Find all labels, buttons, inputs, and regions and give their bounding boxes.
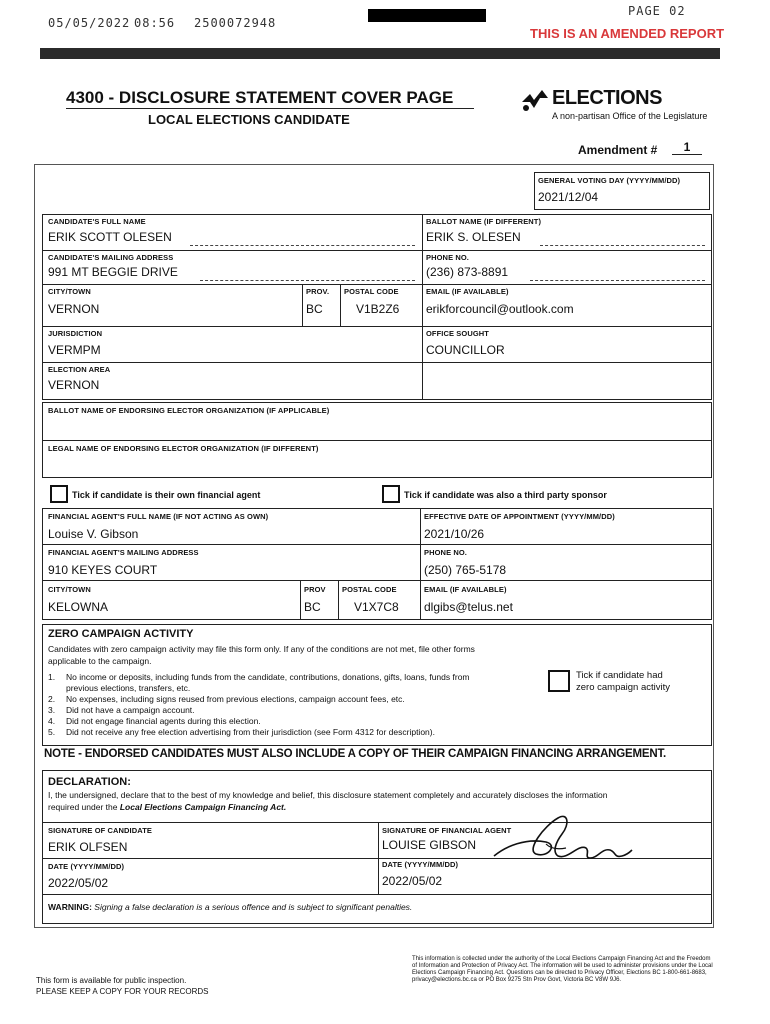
agent-name: Louise V. Gibson: [48, 527, 139, 541]
elections-logo-subtitle: A non-partisan Office of the Legislature: [552, 111, 708, 121]
footer-keep-copy: PLEASE KEEP A COPY FOR YOUR RECORDS: [36, 987, 209, 996]
zero-condition-item: [48, 727, 548, 738]
footer-privacy: [412, 956, 728, 984]
candidate-phone: (236) 873-8891: [426, 265, 509, 279]
declaration-title: DECLARATION:: [48, 776, 131, 788]
zero-condition-number: 2.: [48, 694, 56, 704]
fax-date: 05/05/2022: [48, 16, 131, 30]
dash-3: [200, 280, 415, 281]
candidate-phone-label: PHONE NO.: [426, 253, 469, 262]
agent-signature: LOUISE GIBSON: [382, 838, 477, 852]
zero-condition-text: No income or deposits, including funds from the candidate, contributions, donations, gifts, loans, funds from: [66, 672, 470, 682]
candidate-sign-date: 2022/05/02: [48, 876, 109, 890]
zero-condition-item: [48, 716, 548, 727]
candidate-postal: V1B2Z6: [356, 302, 400, 316]
agent-city: KELOWNA: [48, 600, 109, 614]
amendment-number: 1: [672, 140, 702, 155]
prov-divider: [302, 284, 303, 326]
zero-condition-text: Did not engage financial agents during this election.: [66, 716, 261, 726]
office-sought-label: OFFICE SOUGHT: [426, 329, 489, 338]
ballot-name: ERIK S. OLESEN: [426, 230, 521, 244]
row-line-2: [42, 284, 712, 285]
amended-notice: THIS IS AN AMENDED REPORT: [530, 26, 725, 41]
agent-prov-label: PROV: [304, 585, 326, 594]
sig-line-bottom: [42, 894, 712, 895]
voting-day-value: 2021/12/04: [538, 190, 599, 204]
election-area-label: ELECTION AREA: [48, 365, 111, 374]
fax-page: PAGE 02: [628, 4, 686, 18]
elections-logo-text: ELECTIONS: [552, 87, 662, 109]
agent-mailing-label: FINANCIAL AGENT'S MAILING ADDRESS: [48, 548, 199, 557]
declaration-act-name: Local Elections Campaign Financing Act.: [119, 802, 287, 812]
redaction-bar: [368, 9, 486, 22]
zero-intro-2: applicable to the campaign.: [48, 656, 152, 666]
agent-sign-date: 2022/05/02: [382, 874, 443, 888]
candidate-name-label: CANDIDATE'S FULL NAME: [48, 217, 146, 226]
candidate-email: erikforcouncil@outlook.com: [426, 302, 574, 316]
row-line-1: [42, 250, 712, 251]
endorsed-note: NOTE - ENDORSED CANDIDATES MUST ALSO INCLUDE A COPY OF THEIR CAMPAIGN FINANCING ARRANGEMENT.: [44, 748, 666, 760]
office-sought: COUNCILLOR: [426, 343, 505, 357]
agent-email-label: EMAIL (IF AVAILABLE): [424, 585, 507, 594]
zero-condition-text: No expenses, including signs reused from previous elections, campaign account fees, etc.: [66, 694, 405, 704]
agent-line-2: [42, 580, 712, 581]
declaration-text-2a: required under the: [48, 802, 120, 812]
footer-privacy-2: of Information and Protection of Privacy Act. The information will be used to administer provisions under the Local: [412, 963, 713, 969]
third-party-checkbox[interactable]: [382, 485, 400, 503]
candidate-name: ERIK SCOTT OLESEN: [48, 230, 172, 244]
candidate-city: VERNON: [48, 302, 100, 316]
zero-condition-item: [48, 694, 548, 705]
fax-band: [40, 48, 720, 59]
agent-email: dlgibs@telus.net: [424, 600, 513, 614]
zero-condition-text: previous elections, transfers, etc.: [66, 683, 191, 693]
election-area: VERNON: [48, 378, 100, 392]
candidate-divider: [422, 214, 423, 400]
candidate-email-label: EMAIL (IF AVAILABLE): [426, 287, 509, 296]
warning-label: WARNING:: [48, 902, 92, 912]
footer-privacy-1: This information is collected under the authority of the Local Elections Campaign Financing Act and the Freedom: [412, 956, 711, 962]
endorsing-legal-label: LEGAL NAME OF ENDORSING ELECTOR ORGANIZATION (IF DIFFERENT): [48, 444, 319, 453]
title-rule: [66, 108, 474, 109]
candidate-prov-label: PROV.: [306, 287, 330, 296]
agent-postal: V1X7C8: [354, 600, 399, 614]
fax-time: 08:56: [134, 16, 176, 30]
zero-tick-label-2: zero campaign activity: [576, 682, 670, 693]
row-line-4: [42, 362, 712, 363]
row-line-3: [42, 326, 712, 327]
elections-logo-icon: [520, 88, 550, 114]
candidate-signature: ERIK OLFSEN: [48, 840, 128, 854]
warning-line: [48, 902, 412, 912]
jurisdiction: VERMPM: [48, 343, 101, 357]
agent-phone-label: PHONE NO.: [424, 548, 467, 557]
candidate-city-label: CITY/TOWN: [48, 287, 91, 296]
form-title: 4300 - DISCLOSURE STATEMENT COVER PAGE: [66, 88, 454, 107]
zero-condition-number: 5.: [48, 727, 56, 737]
zero-condition-number: 3.: [48, 705, 56, 715]
zero-intro-1: Candidates with zero campaign activity may file this form only. If any of the conditions are not met, file other forms: [48, 644, 475, 654]
fax-number: 2500072948: [194, 16, 277, 30]
dash-1: [190, 245, 415, 246]
zero-condition-item: [48, 672, 548, 683]
footer-privacy-4: privacy@elections.bc.ca or PO Box 9275 Stn Prov Govt, Victoria BC V8W 9J6.: [412, 977, 622, 983]
agent-name-label: FINANCIAL AGENT'S FULL NAME (IF NOT ACTING AS OWN): [48, 512, 269, 521]
agent-date: 2021/10/26: [424, 527, 485, 541]
candidate-date-label: DATE (YYYY/MM/DD): [48, 862, 125, 871]
own-agent-checkbox[interactable]: [50, 485, 68, 503]
form-subtitle: LOCAL ELECTIONS CANDIDATE: [148, 112, 350, 127]
third-party-label: Tick if candidate was also a third party sponsor: [404, 490, 607, 500]
zero-condition-text: Did not receive any free election advertising from their jurisdiction (see Form 4312 for description).: [66, 727, 435, 737]
amendment-label: Amendment #: [578, 143, 658, 157]
zero-activity-checkbox[interactable]: [548, 670, 570, 692]
jurisdiction-label: JURISDICTION: [48, 329, 103, 338]
agent-mailing: 910 KEYES COURT: [48, 563, 158, 577]
agent-postal-divider: [338, 580, 339, 620]
candidate-mailing-label: CANDIDATE'S MAILING ADDRESS: [48, 253, 174, 262]
footer-privacy-3: Elections Campaign Financing Act. Questions can be directed to Privacy Officer, Elections BC 1-800-661-8683,: [412, 970, 707, 976]
zero-activity-title: ZERO CAMPAIGN ACTIVITY: [48, 628, 194, 640]
postal-divider: [340, 284, 341, 326]
agent-date-label: EFFECTIVE DATE OF APPOINTMENT (YYYY/MM/DD): [424, 512, 615, 521]
zero-condition-item: [48, 705, 548, 716]
candidate-prov: BC: [306, 302, 323, 316]
own-agent-label: Tick if candidate is their own financial agent: [72, 490, 261, 500]
footer-public-note: This form is available for public inspection.: [36, 976, 187, 985]
candidate-postal-label: POSTAL CODE: [344, 287, 399, 296]
agent-divider: [420, 508, 421, 620]
agent-prov-divider: [300, 580, 301, 620]
declaration-text-1: I, the undersigned, declare that to the best of my knowledge and belief, this disclosure statement completely and accurately discloses the information: [48, 790, 608, 800]
handwritten-signature: [486, 808, 636, 868]
zero-condition-number: 4.: [48, 716, 56, 726]
dash-2: [540, 245, 705, 246]
agent-prov: BC: [304, 600, 321, 614]
endorsing-line: [42, 440, 712, 441]
ballot-name-label: BALLOT NAME (IF DIFFERENT): [426, 217, 542, 226]
warning-text: Signing a false declaration is a serious offence and is subject to significant penalties.: [94, 902, 413, 912]
zero-condition-number: [48, 683, 66, 694]
candidate-signature-label: SIGNATURE OF CANDIDATE: [48, 826, 153, 835]
agent-city-label: CITY/TOWN: [48, 585, 91, 594]
voting-day-label: GENERAL VOTING DAY (YYYY/MM/DD): [538, 176, 681, 185]
agent-signature-label: SIGNATURE OF FINANCIAL AGENT: [382, 826, 512, 835]
dash-4: [530, 280, 705, 281]
declaration-text-2: [48, 802, 286, 812]
zero-condition-item: [48, 683, 548, 694]
candidate-mailing: 991 MT BEGGIE DRIVE: [48, 265, 178, 279]
agent-phone: (250) 765-5178: [424, 563, 507, 577]
zero-condition-number: 1.: [48, 672, 56, 682]
zero-tick-label-1: Tick if candidate had: [576, 670, 663, 681]
endorsing-ballot-label: BALLOT NAME OF ENDORSING ELECTOR ORGANIZATION (IF APPLICABLE): [48, 406, 330, 415]
zero-condition-text: Did not have a campaign account.: [66, 705, 195, 715]
agent-line-1: [42, 544, 712, 545]
agent-postal-label: POSTAL CODE: [342, 585, 397, 594]
agent-date-sign-label: DATE (YYYY/MM/DD): [382, 860, 459, 869]
zero-conditions-list: [48, 672, 548, 738]
